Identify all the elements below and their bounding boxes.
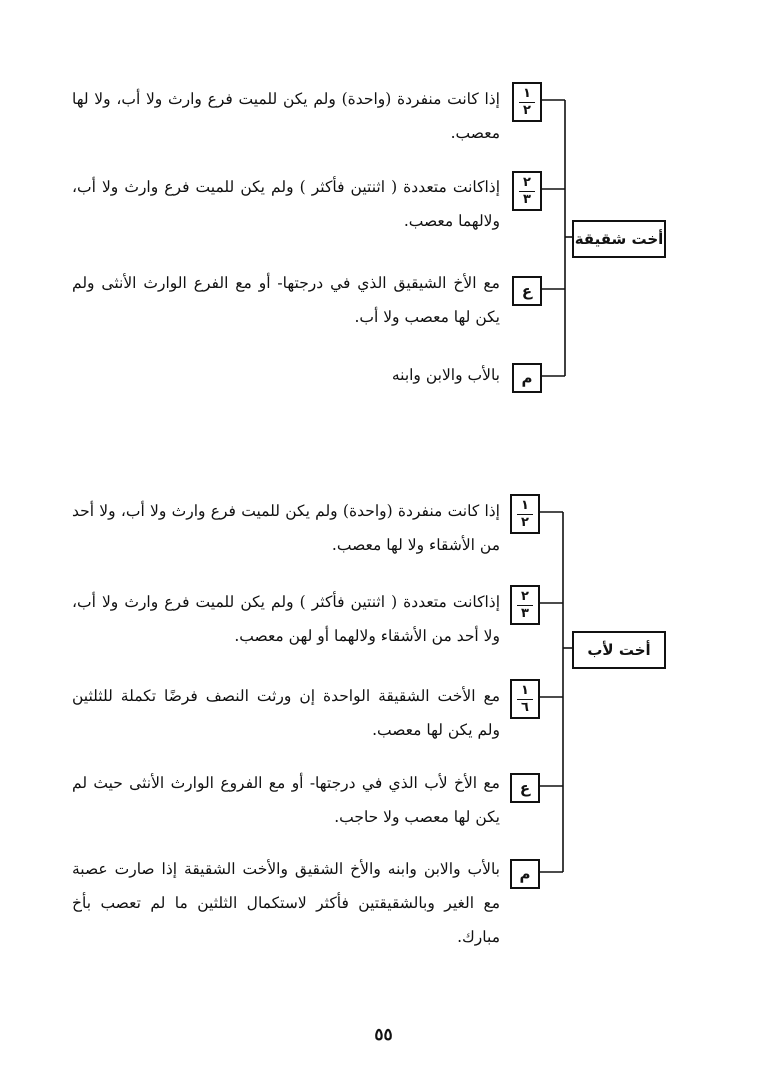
share-two-thirds-box bbox=[512, 171, 542, 211]
row-text: إذا كانت منفردة (واحدة) ولم يكن للميت فرع وارث ولا أب، ولا لها معصب. bbox=[72, 90, 500, 142]
row-text: بالأب والابن وابنه bbox=[391, 366, 500, 384]
numerator: ١ bbox=[521, 682, 529, 698]
denominator: ٣ bbox=[521, 605, 529, 621]
numerator: ٢ bbox=[523, 174, 531, 190]
page-number: ٥٥ bbox=[374, 1025, 393, 1045]
label-full-sister: أخت شقيقة bbox=[572, 220, 666, 258]
share-residuary-box: ع bbox=[512, 276, 542, 306]
row-text: إذاكانت متعددة ( اثنتين فأكثر ) ولم يكن للميت فرع وارث ولا أب، ولا أحد من الأشقاء ولالهما أو لهن معصب. bbox=[72, 593, 500, 645]
row-text: بالأب والابن وابنه والأخ الشقيق والأخت الشقيقة إذا صارت عصبة مع الغير وبالشقيقتين فأكثر لاستكمال الثلثين ما لم تعصب بأخ مبارك. bbox=[72, 860, 500, 946]
row-text: إذاكانت متعددة ( اثنتين فأكثر ) ولم يكن للميت فرع وارث ولا أب، ولالهما معصب. bbox=[72, 178, 500, 230]
denominator: ٢ bbox=[523, 102, 531, 118]
share-sixth-box bbox=[510, 679, 540, 719]
row-text: مع الأخ لأب الذي في درجتها- أو مع الفروع الوارث الأنثى حيث لم يكن لها معصب ولا حاجب. bbox=[72, 774, 500, 826]
row-text: مع الأخ الشيقيق الذي في درجتها- أو مع الفرع الوارث الأنثى ولم يكن لها معصب ولا أب. bbox=[72, 274, 500, 326]
share-excluded-box: م bbox=[510, 859, 540, 889]
numerator: ١ bbox=[521, 497, 529, 513]
denominator: ٣ bbox=[523, 191, 531, 207]
row-text: مع الأخت الشقيقة الواحدة إن ورثت النصف فرضًا تكملة للثلثين ولم يكن لها معصب. bbox=[72, 687, 500, 739]
label-paternal-sister: أخت لأب bbox=[572, 631, 666, 669]
share-two-thirds-box bbox=[510, 585, 540, 625]
share-excluded-box: م bbox=[512, 363, 542, 393]
numerator: ٢ bbox=[521, 588, 529, 604]
row-text: إذا كانت منفردة (واحدة) ولم يكن للميت فرع وارث ولا أب، ولا أحد من الأشقاء ولا لها معصب. bbox=[72, 502, 500, 554]
share-half-box bbox=[512, 82, 542, 122]
denominator: ٢ bbox=[521, 514, 529, 530]
numerator: ١ bbox=[523, 85, 531, 101]
share-half-box bbox=[510, 494, 540, 534]
share-residuary-box: ع bbox=[510, 773, 540, 803]
denominator: ٦ bbox=[521, 699, 529, 715]
